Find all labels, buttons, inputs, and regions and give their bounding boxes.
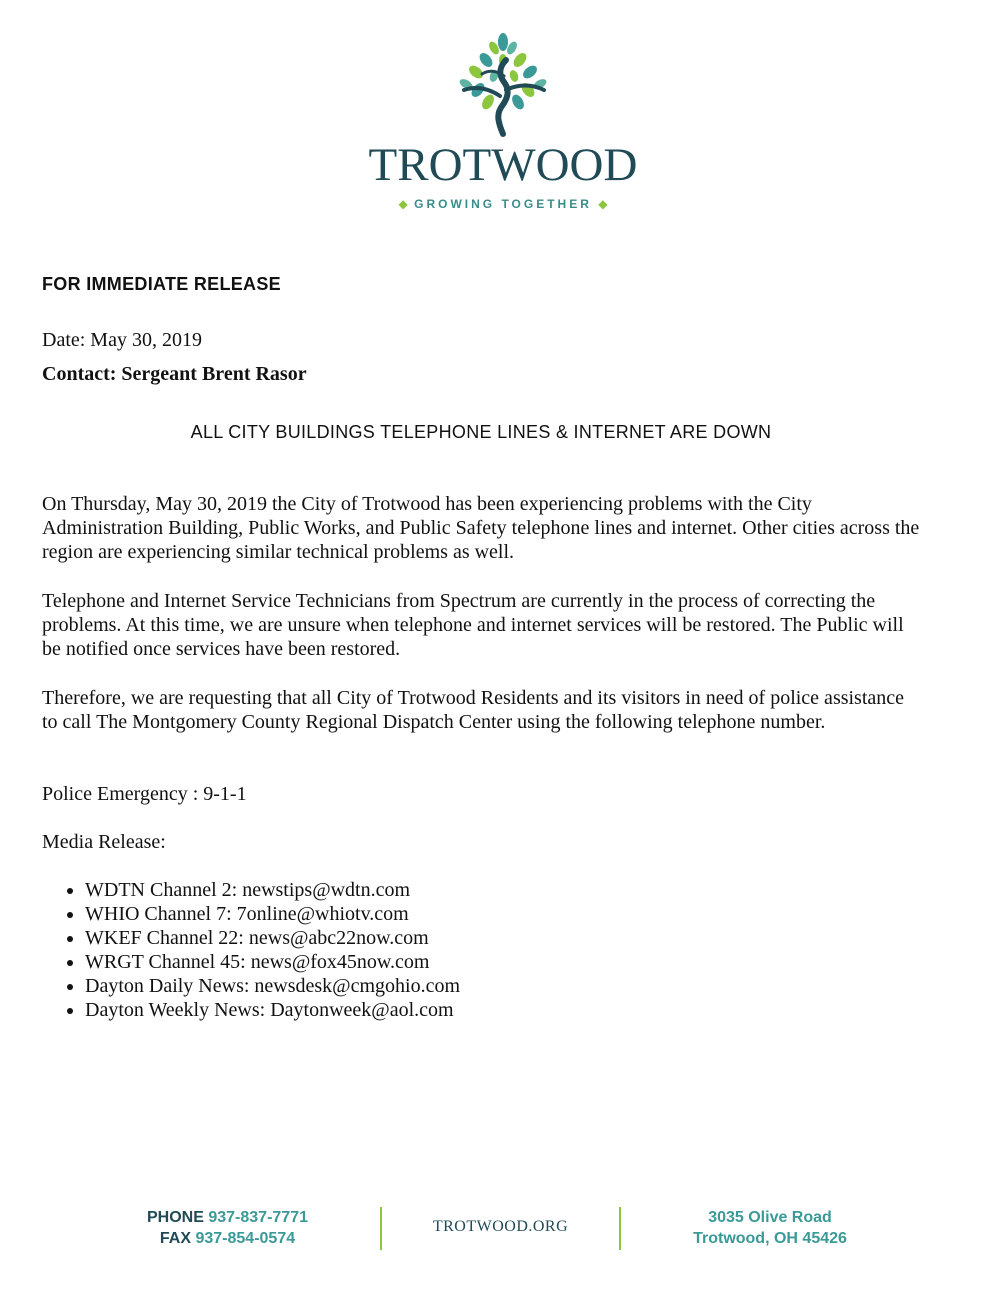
phone-number: 937-837-7771 bbox=[208, 1209, 308, 1226]
body-paragraph: Therefore, we are requesting that all City of Trotwood Residents and its visitors in need of police assistance to call The Montgomery County Regional Dispatch Center using the following telephone number. bbox=[42, 687, 905, 733]
list-item: • WHIO Channel 7: 7online@whiotv.com bbox=[85, 902, 460, 926]
list-item: • Dayton Daily News: newsdesk@cmgohio.com bbox=[85, 974, 460, 998]
page-footer bbox=[0, 1205, 1006, 1253]
diamond-icon: ◆ bbox=[398, 197, 408, 211]
logo-tagline bbox=[0, 197, 1006, 211]
release-label: FOR IMMEDIATE RELEASE bbox=[42, 274, 281, 294]
footer-address bbox=[660, 1207, 880, 1249]
body-paragraph: Telephone and Internet Service Technicians from Spectrum are currently in the process of correcting the problems. At this time, we are unsure when telephone and internet services will be restored. The Public will be notified once services have been restored. bbox=[42, 590, 904, 660]
footer-phone-fax bbox=[120, 1207, 335, 1249]
logo-wordmark: TROTWOOD bbox=[368, 139, 638, 191]
footer-fax bbox=[120, 1228, 335, 1249]
address-line: Trotwood, OH 45426 bbox=[693, 1230, 847, 1247]
tagline-text: GROWING TOGETHER bbox=[414, 197, 592, 211]
body-paragraph: On Thursday, May 30, 2019 the City of Trotwood has been experiencing problems with the City Administration Building, Public Works, and Public Safety telephone lines and internet. Other cities across the region are experiencing similar technical problems as well. bbox=[42, 493, 920, 563]
footer-phone bbox=[120, 1207, 335, 1228]
media-contact-list bbox=[42, 878, 460, 1022]
contact-line: Contact: Sergeant Brent Rasor bbox=[42, 363, 307, 385]
phone-label: PHONE bbox=[147, 1209, 204, 1226]
diamond-icon: ◆ bbox=[598, 197, 608, 211]
footer-website: TROTWOOD.ORG bbox=[432, 1218, 569, 1235]
list-item: • WDTN Channel 2: newstips@wdtn.com bbox=[85, 878, 460, 902]
fax-number: 937-854-0574 bbox=[195, 1230, 296, 1247]
trotwood-logo bbox=[0, 30, 1006, 211]
list-item: • Dayton Weekly News: Daytonweek@aol.com bbox=[85, 998, 460, 1022]
list-item: • WRGT Channel 45: news@fox45now.com bbox=[85, 950, 460, 974]
press-headline: ALL CITY BUILDINGS TELEPHONE LINES & INTERNET ARE DOWN bbox=[190, 422, 772, 442]
emergency-number: Police Emergency : 9-1-1 bbox=[42, 783, 247, 805]
release-date: Date: May 30, 2019 bbox=[42, 329, 202, 351]
fax-label: FAX bbox=[159, 1230, 192, 1247]
footer-divider bbox=[619, 1207, 621, 1250]
footer-divider bbox=[380, 1207, 382, 1250]
tree-emblem-icon bbox=[448, 30, 558, 140]
list-item: • WKEF Channel 22: news@abc22now.com bbox=[85, 926, 460, 950]
address-line: 3035 Olive Road bbox=[708, 1209, 832, 1226]
media-heading: Media Release: bbox=[42, 831, 166, 853]
